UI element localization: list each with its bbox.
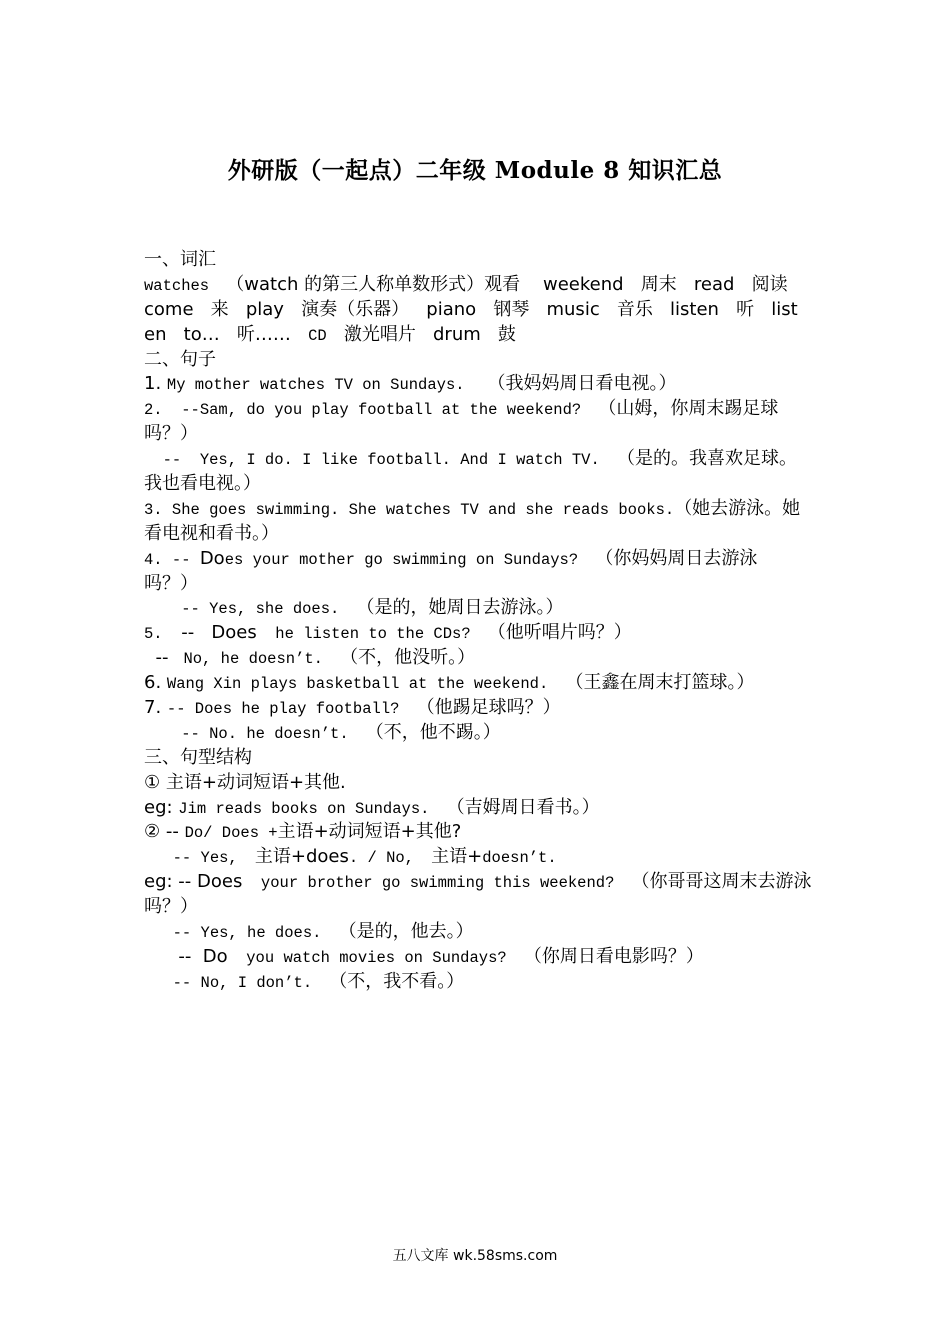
text-line	[144, 397, 810, 422]
text-run: es your mother go swimming on Sundays?	[224, 550, 579, 569]
text-run: 主语+	[414, 846, 483, 868]
text-run	[144, 846, 173, 867]
text-line	[144, 348, 810, 373]
document-body	[144, 248, 810, 995]
text-line	[144, 671, 810, 696]
text-line	[144, 273, 810, 298]
text-line	[144, 771, 810, 796]
text-run: 5.	[144, 625, 182, 644]
text-run: No, he doesn’t.	[174, 650, 323, 669]
text-run: （王鑫在周末打篮球。）	[548, 672, 755, 694]
text-run	[144, 921, 173, 942]
text-line	[144, 870, 810, 895]
text-run: -- Yes, she does.	[144, 600, 340, 619]
text-line	[144, 323, 810, 348]
text-run: （她去游泳。她	[674, 497, 801, 519]
text-run: 三、句型结构	[144, 746, 252, 768]
text-line	[144, 646, 810, 671]
text-run: 2. --	[144, 401, 200, 420]
text-run: （是的，他去。）	[321, 921, 474, 943]
text-run: Jim reads books on Sundays.	[178, 799, 430, 818]
text-run: ② --	[144, 821, 185, 843]
text-run: --	[144, 451, 191, 470]
text-run: . / No,	[348, 849, 414, 868]
text-run: he listen to the CDs?	[256, 625, 471, 644]
text-line	[144, 820, 810, 845]
text-run: （不，他不踢。）	[348, 721, 501, 743]
text-line	[144, 621, 810, 646]
text-run: 6.	[144, 672, 167, 694]
text-run: （watch 的第三人称单数形式）观看 weekend 周末 read 阅读	[209, 273, 788, 295]
text-run: （是的。我喜欢足球。	[599, 448, 797, 470]
text-run: your brother go swimming this weekend?	[242, 874, 615, 893]
text-run: （你妈妈周日去游泳	[578, 547, 758, 569]
text-run: come 来 play 演奏（乐器） piano 钢琴 music 音乐 listen 听 list	[144, 298, 798, 320]
text-run: 主语+动词短语+其他?	[277, 821, 462, 843]
text-run: My mother watches TV on Sundays.	[166, 376, 465, 395]
text-line	[144, 298, 810, 323]
text-line	[144, 572, 810, 597]
text-line	[144, 248, 810, 273]
text-run: Wang Xin plays basketball at the weekend.	[166, 675, 549, 694]
text-run: （他踢足球吗？）	[399, 697, 561, 719]
text-line	[144, 895, 810, 920]
text-run: 4. --	[144, 550, 200, 569]
text-line	[144, 796, 810, 821]
text-line	[144, 746, 810, 771]
text-run: you watch movies on Sundays?	[227, 948, 507, 967]
text-line	[144, 920, 810, 945]
text-run: 7.	[144, 697, 167, 719]
text-line	[144, 497, 810, 522]
text-run	[144, 971, 173, 992]
text-run: -- Yes, he does.	[172, 924, 322, 943]
text-run: 主语+does	[237, 846, 349, 868]
text-run: -- Does he play football?	[166, 700, 400, 719]
text-line	[144, 547, 810, 572]
text-line	[144, 970, 810, 995]
text-run: 看电视和看书。）	[144, 522, 279, 544]
text-run: -- Does	[181, 622, 257, 644]
text-run: 1.	[144, 373, 167, 395]
text-run: ① 主语+动词短语+其他.	[144, 771, 346, 793]
text-run: Do/ Does +	[184, 824, 278, 843]
footer-watermark: 五八文库 wk.58sms.com	[392, 1248, 558, 1264]
text-line	[144, 696, 810, 721]
text-line	[144, 721, 810, 746]
text-line	[144, 372, 810, 397]
text-run: 我也看电视。）	[144, 473, 261, 495]
text-run: （吉姆周日看书。）	[429, 796, 600, 818]
text-run: eg:	[144, 796, 179, 818]
text-run: （你哥哥这周末去游泳	[614, 871, 812, 893]
text-run: （是的，她周日去游泳。）	[339, 597, 564, 619]
text-run: 吗？）	[144, 423, 198, 445]
text-run: Sam, do you play football at the weekend?	[199, 401, 582, 420]
text-run: watches	[144, 276, 210, 295]
text-line	[144, 596, 810, 621]
text-line	[144, 447, 810, 472]
text-run: -- Do	[144, 945, 228, 967]
text-line	[144, 472, 810, 497]
text-run: eg: -- Does	[144, 871, 243, 893]
text-run: 3. She goes swimming. She watches TV and she reads books.	[144, 500, 675, 519]
text-run: doesn’t.	[482, 849, 557, 868]
text-run: -- Yes,	[172, 849, 238, 868]
text-run: -- No. he doesn’t.	[144, 724, 349, 743]
text-run: 一、词汇	[144, 249, 216, 270]
text-run: -- No, I don’t.	[172, 973, 313, 992]
text-run: 激光唱片 drum 鼓	[326, 323, 516, 345]
text-run: 二、句子	[144, 348, 216, 370]
text-run: CD	[308, 326, 327, 345]
text-run: （他听唱片吗？）	[470, 622, 632, 644]
text-run: Do	[199, 547, 225, 569]
text-run: （不，他没听。）	[322, 647, 476, 669]
text-run: 吗？）	[144, 896, 198, 918]
text-line	[144, 422, 810, 447]
text-run: （我妈妈周日看电视。）	[464, 373, 677, 395]
text-line	[144, 945, 810, 970]
text-run: （你周日看电影吗？）	[506, 945, 704, 967]
text-run: （山姆，你周末踢足球	[581, 398, 779, 420]
document-title: 外研版（一起点）二年级 Module 8 知识汇总	[227, 157, 723, 184]
text-line	[144, 845, 810, 870]
text-run: （不，我不看。）	[312, 970, 465, 992]
text-run: en to… 听……	[144, 323, 309, 345]
text-line	[144, 522, 810, 547]
text-run: 吗？）	[144, 572, 198, 594]
text-run: --	[144, 647, 175, 669]
text-run: Yes, I do. I like football. And I watch TV.	[190, 451, 600, 470]
